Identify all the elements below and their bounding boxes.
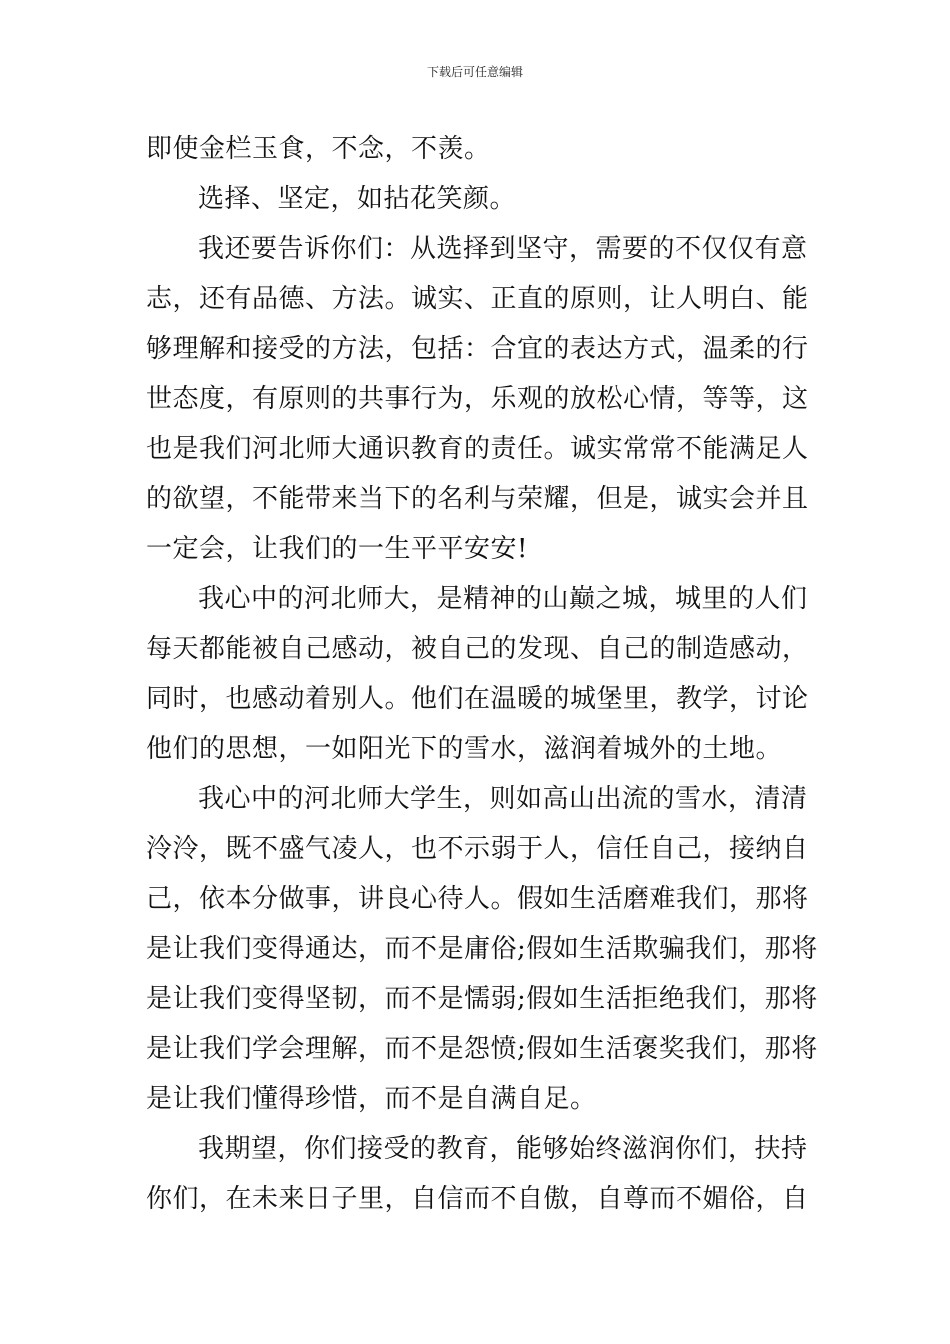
text-line: 也是我们河北师大通识教育的责任。诚实常常不能满足人 <box>146 434 809 464</box>
page-header: 下载后可任意编辑 <box>426 65 523 79</box>
text-line: 够理解和接受的方法，包括：合宜的表达方式，温柔的行 <box>146 334 809 364</box>
document-body <box>146 124 818 1224</box>
text-line: 志，还有品德、方法。诚实、正直的原则，让人明白、能 <box>146 284 809 314</box>
text-line: 同时，也感动着别人。他们在温暖的城堡里，教学，讨论 <box>146 684 809 714</box>
text-line: 世态度，有原则的共事行为，乐观的放松心情，等等，这 <box>146 384 809 414</box>
text-line: 选择、坚定，如拈花笑颜。 <box>198 184 517 214</box>
text-line: 我心中的河北师大学生，则如高山出流的雪水，清清 <box>198 784 808 814</box>
text-line: 己，依本分做事，讲良心待人。假如生活磨难我们，那将 <box>146 884 809 914</box>
text-line: 他们的思想，一如阳光下的雪水，滋润着城外的土地。 <box>146 734 783 764</box>
text-line: 是让我们学会理解，而不是怨愤;假如生活褒奖我们，那将 <box>146 1034 818 1064</box>
text-line: 一定会，让我们的一生平平安安! <box>146 534 528 564</box>
text-line: 即使金栏玉食，不念，不羡。 <box>146 134 491 164</box>
text-line: 是让我们变得坚韧，而不是懦弱;假如生活拒绝我们，那将 <box>146 984 818 1014</box>
text-line: 泠泠，既不盛气凌人，也不示弱于人，信任自己，接纳自 <box>146 834 809 864</box>
text-line: 你们，在未来日子里，自信而不自傲，自尊而不媚俗，自 <box>146 1184 809 1214</box>
text-line: 是让我们变得通达，而不是庸俗;假如生活欺骗我们，那将 <box>146 934 818 964</box>
text-line: 我心中的河北师大，是精神的山巅之城，城里的人们 <box>198 584 808 614</box>
text-line: 我还要告诉你们：从选择到坚守，需要的不仅仅有意 <box>198 234 808 264</box>
text-line: 我期望，你们接受的教育，能够始终滋润你们，扶持 <box>198 1134 808 1164</box>
text-line: 的欲望，不能带来当下的名利与荣耀，但是，诚实会并且 <box>146 484 809 514</box>
text-line: 每天都能被自己感动，被自己的发现、自己的制造感动， <box>146 634 809 664</box>
text-line: 是让我们懂得珍惜，而不是自满自足。 <box>146 1084 597 1114</box>
